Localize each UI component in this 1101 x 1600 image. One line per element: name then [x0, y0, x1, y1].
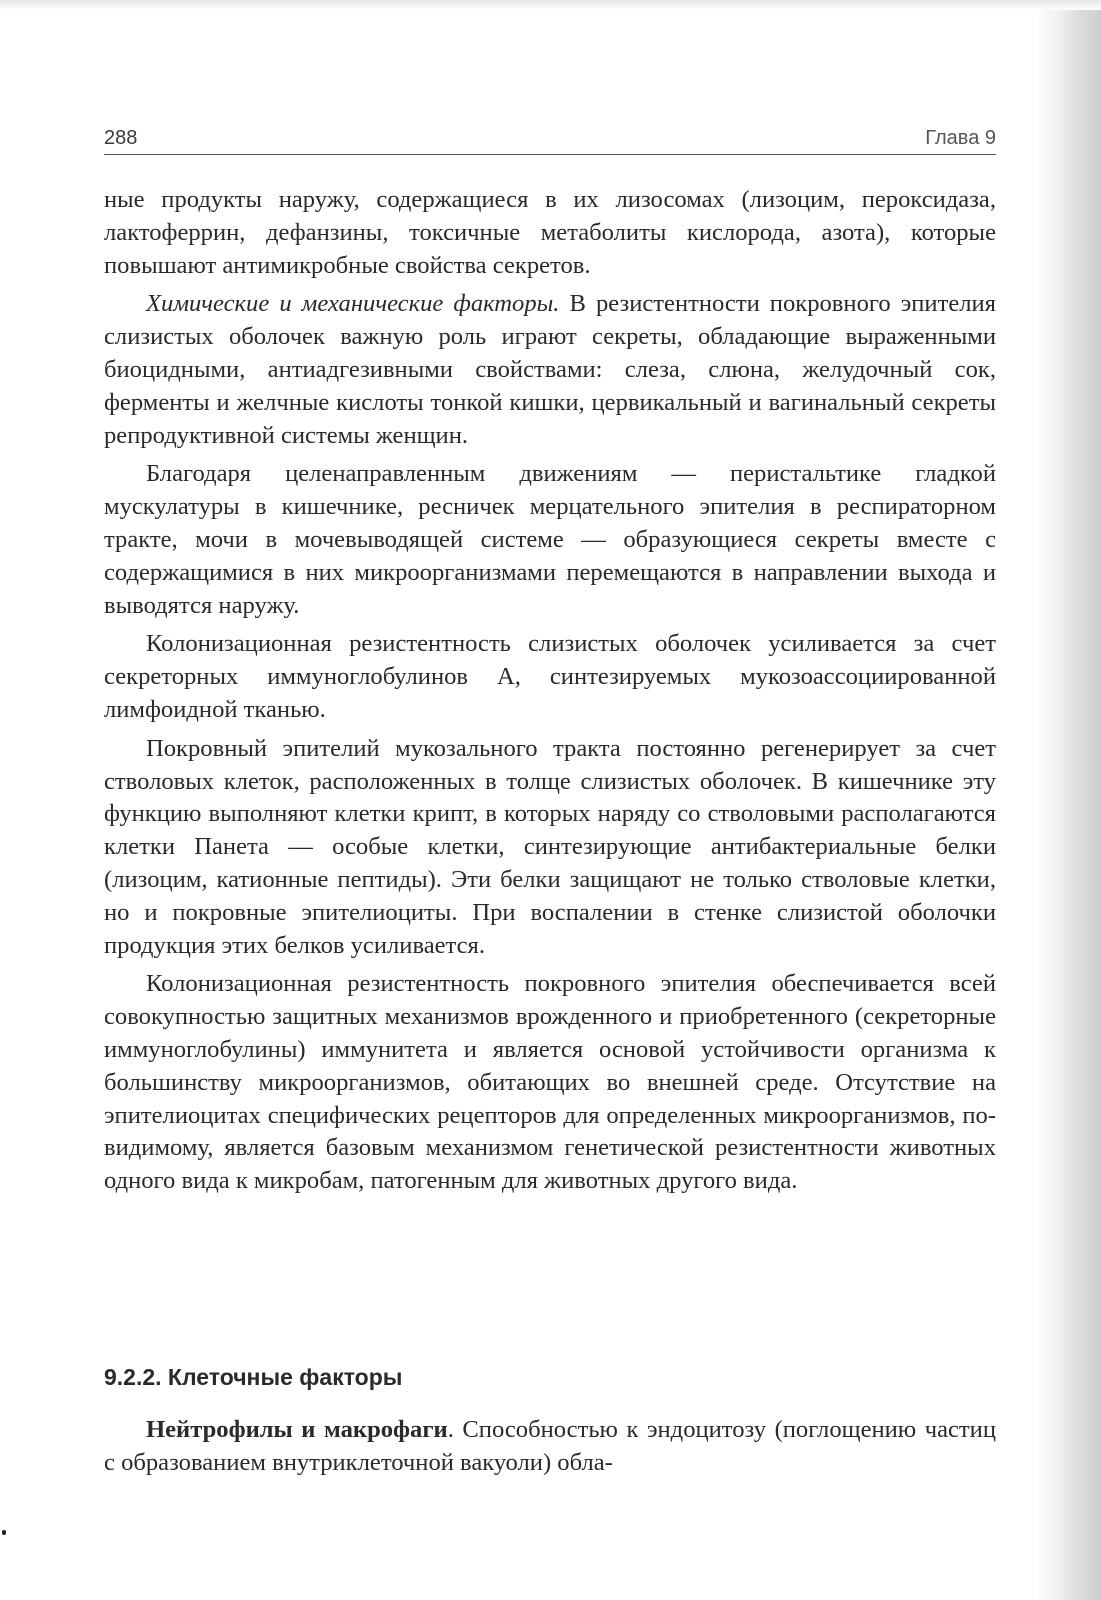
running-head	[104, 126, 996, 155]
page-number: 288	[104, 127, 138, 149]
paragraph-5-text: Покровный эпителий мукозального тракта постоянно регенерирует за счет стволовых клеток, расположенных в толще слизистых оболочек. В кишечнике эту функцию выполняют клетки крипт, в которых наряду со стволовыми располагаются клетки Панета — особые клетки, синтезирующие антибактериальные белки (лизоцим, катионные пептиды). Эти белки защищают не только стволовые клетки, но и покровные эпителиоциты. При воспалении в стенке слизистой оболочки продукция этих белков усиливается.	[104, 734, 996, 959]
paragraph-1	[104, 184, 996, 282]
body-text	[104, 184, 996, 1204]
section-paragraph-text: . Способностью к эндоцитозу (поглощению частиц с образованием внутриклеточной вакуоли) обла-	[104, 1416, 996, 1476]
paragraph-3-text: Благодаря целенаправленным движениям — перистальтике гладкой мускулатуры в кишечнике, ресничек мерцательного эпителия в респираторном тракте, мочи в мочевыводящей системе — образующиеся секреты вместе с содержащимися в них микроорганизмами перемещаются в направлении выхода и выводятся наружу.	[104, 460, 996, 619]
paragraph-2-text: В резистентности покровного эпителия слизистых оболочек важную роль играют секреты, обладающие выраженными биоцидными, антиадгезивными свойствами: слеза, слюна, желудочный сок, ферменты и желчные кислоты тонкой кишки, цервикальный и вагинальный секреты репродуктивной системы женщин.	[104, 290, 996, 449]
paragraph-6	[104, 968, 996, 1198]
paragraph-4	[104, 628, 996, 726]
paragraph-3	[104, 458, 996, 622]
section-paragraph-lead: Нейтрофилы и макрофаги	[146, 1416, 448, 1443]
page-top-edge	[0, 0, 1101, 10]
paragraph-5	[104, 733, 996, 963]
paragraph-1-text: ные продукты наружу, содержащиеся в их лизосомах (лизоцим, пероксидаза, лактоферрин, дефанзины, токсичные метаболиты кислорода, азота), которые повышают антимикробные свойства секретов.	[104, 186, 996, 279]
paragraph-2-lead: Химические и механические факторы.	[146, 290, 560, 318]
paragraph-4-text: Колонизационная резистентность слизистых оболочек усиливается за счет секреторных иммуноглобулинов А, синтезируемых мукозоассоциированной лимфоидной тканью.	[104, 630, 996, 723]
section-heading: 9.2.2. Клеточные факторы	[104, 1364, 403, 1390]
section-paragraph	[104, 1414, 996, 1480]
paragraph-6-text: Колонизационная резистентность покровного эпителия обеспечивается всей совокупностью защитных механизмов врожденного и приобретенного (секреторные иммуноглобулины) иммунитета и является основой устойчивости организма к большинству микроорганизмов, обитающих во внешней среде. Отсутствие на эпителиоцитах специфических рецепторов для определенных микроорганизмов, по-видимому, является базовым механизмом генетической резистентности животных одного вида к микробам, патогенным для животных другого вида.	[104, 970, 996, 1195]
paragraph-2	[104, 288, 996, 452]
chapter-label: Глава 9	[925, 127, 996, 149]
scan-speck	[2, 1530, 6, 1535]
section-body-text	[104, 1414, 996, 1480]
